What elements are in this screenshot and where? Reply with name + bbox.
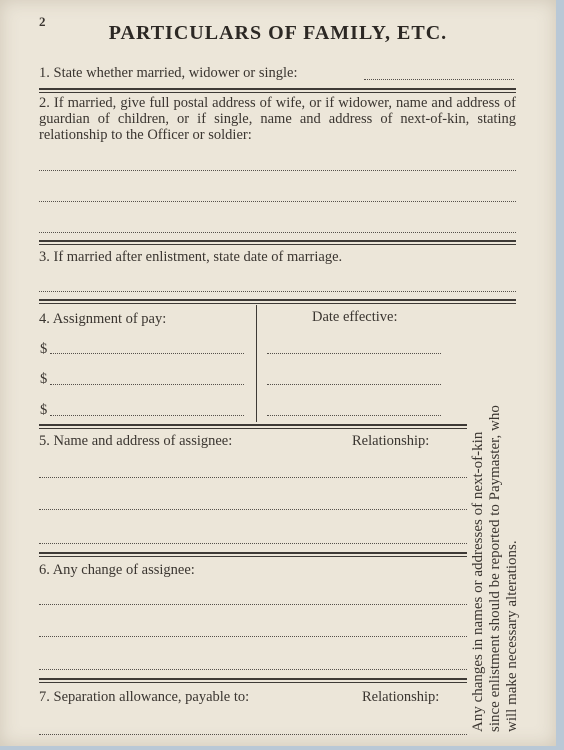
question-6-label: 6. Any change of assignee:	[39, 562, 195, 578]
assignee-line-2[interactable]	[39, 509, 467, 510]
next-of-kin-line-1[interactable]	[39, 170, 516, 171]
section-divider	[39, 552, 467, 557]
assignee-change-line-2[interactable]	[39, 636, 467, 637]
relationship-label: Relationship:	[362, 689, 440, 705]
section-divider	[39, 299, 516, 304]
next-of-kin-line-3[interactable]	[39, 232, 516, 233]
marriage-date-field[interactable]	[39, 291, 516, 292]
column-divider	[256, 305, 257, 422]
date-effective-label: Date effective:	[312, 309, 398, 325]
section-divider	[39, 678, 467, 683]
question-7-label: 7. Separation allowance, payable to:	[39, 689, 250, 705]
date-effective-field-2[interactable]	[267, 384, 441, 385]
question-4-label: 4. Assignment of pay:	[39, 311, 167, 327]
section-divider	[39, 88, 516, 93]
assignee-change-line-3[interactable]	[39, 669, 467, 670]
question-1-label: 1. State whether married, widower or single:	[39, 65, 298, 81]
side-note-line: Any changes in names or addresses of next-of-kin	[470, 431, 486, 732]
dollar-sign: $	[40, 371, 48, 387]
assignee-change-line-1[interactable]	[39, 604, 467, 605]
question-2-label: 2. If married, give full postal address of wife, or if widower, name and address of guardian of children, or if single, name and address of next-of-kin, stating relationship to the Officer or soldier:	[39, 95, 516, 143]
assignee-line-1[interactable]	[39, 477, 467, 478]
assignee-line-3[interactable]	[39, 543, 467, 544]
pay-amount-field-2[interactable]	[50, 384, 244, 385]
side-note	[470, 302, 521, 732]
section-divider	[39, 240, 516, 245]
relationship-label: Relationship:	[352, 433, 430, 449]
date-effective-field-3[interactable]	[267, 415, 441, 416]
pay-amount-field-3[interactable]	[50, 415, 244, 416]
page-number: 2	[39, 14, 46, 29]
dollar-sign: $	[40, 341, 48, 357]
pay-amount-field-1[interactable]	[50, 353, 244, 354]
separation-allowance-field[interactable]	[39, 734, 467, 735]
side-note-line: since enlistment should be reported to Paymaster, who	[487, 405, 503, 732]
question-5-label: 5. Name and address of assignee:	[39, 433, 233, 449]
marital-status-field[interactable]	[364, 79, 514, 80]
question-3-label: 3. If married after enlistment, state date of marriage.	[39, 249, 343, 265]
section-divider	[39, 424, 467, 429]
page-title: PARTICULARS OF FAMILY, ETC.	[108, 22, 448, 44]
side-note-line: will make necessary alterations.	[504, 540, 520, 732]
date-effective-field-1[interactable]	[267, 353, 441, 354]
dollar-sign: $	[40, 402, 48, 418]
next-of-kin-line-2[interactable]	[39, 201, 516, 202]
